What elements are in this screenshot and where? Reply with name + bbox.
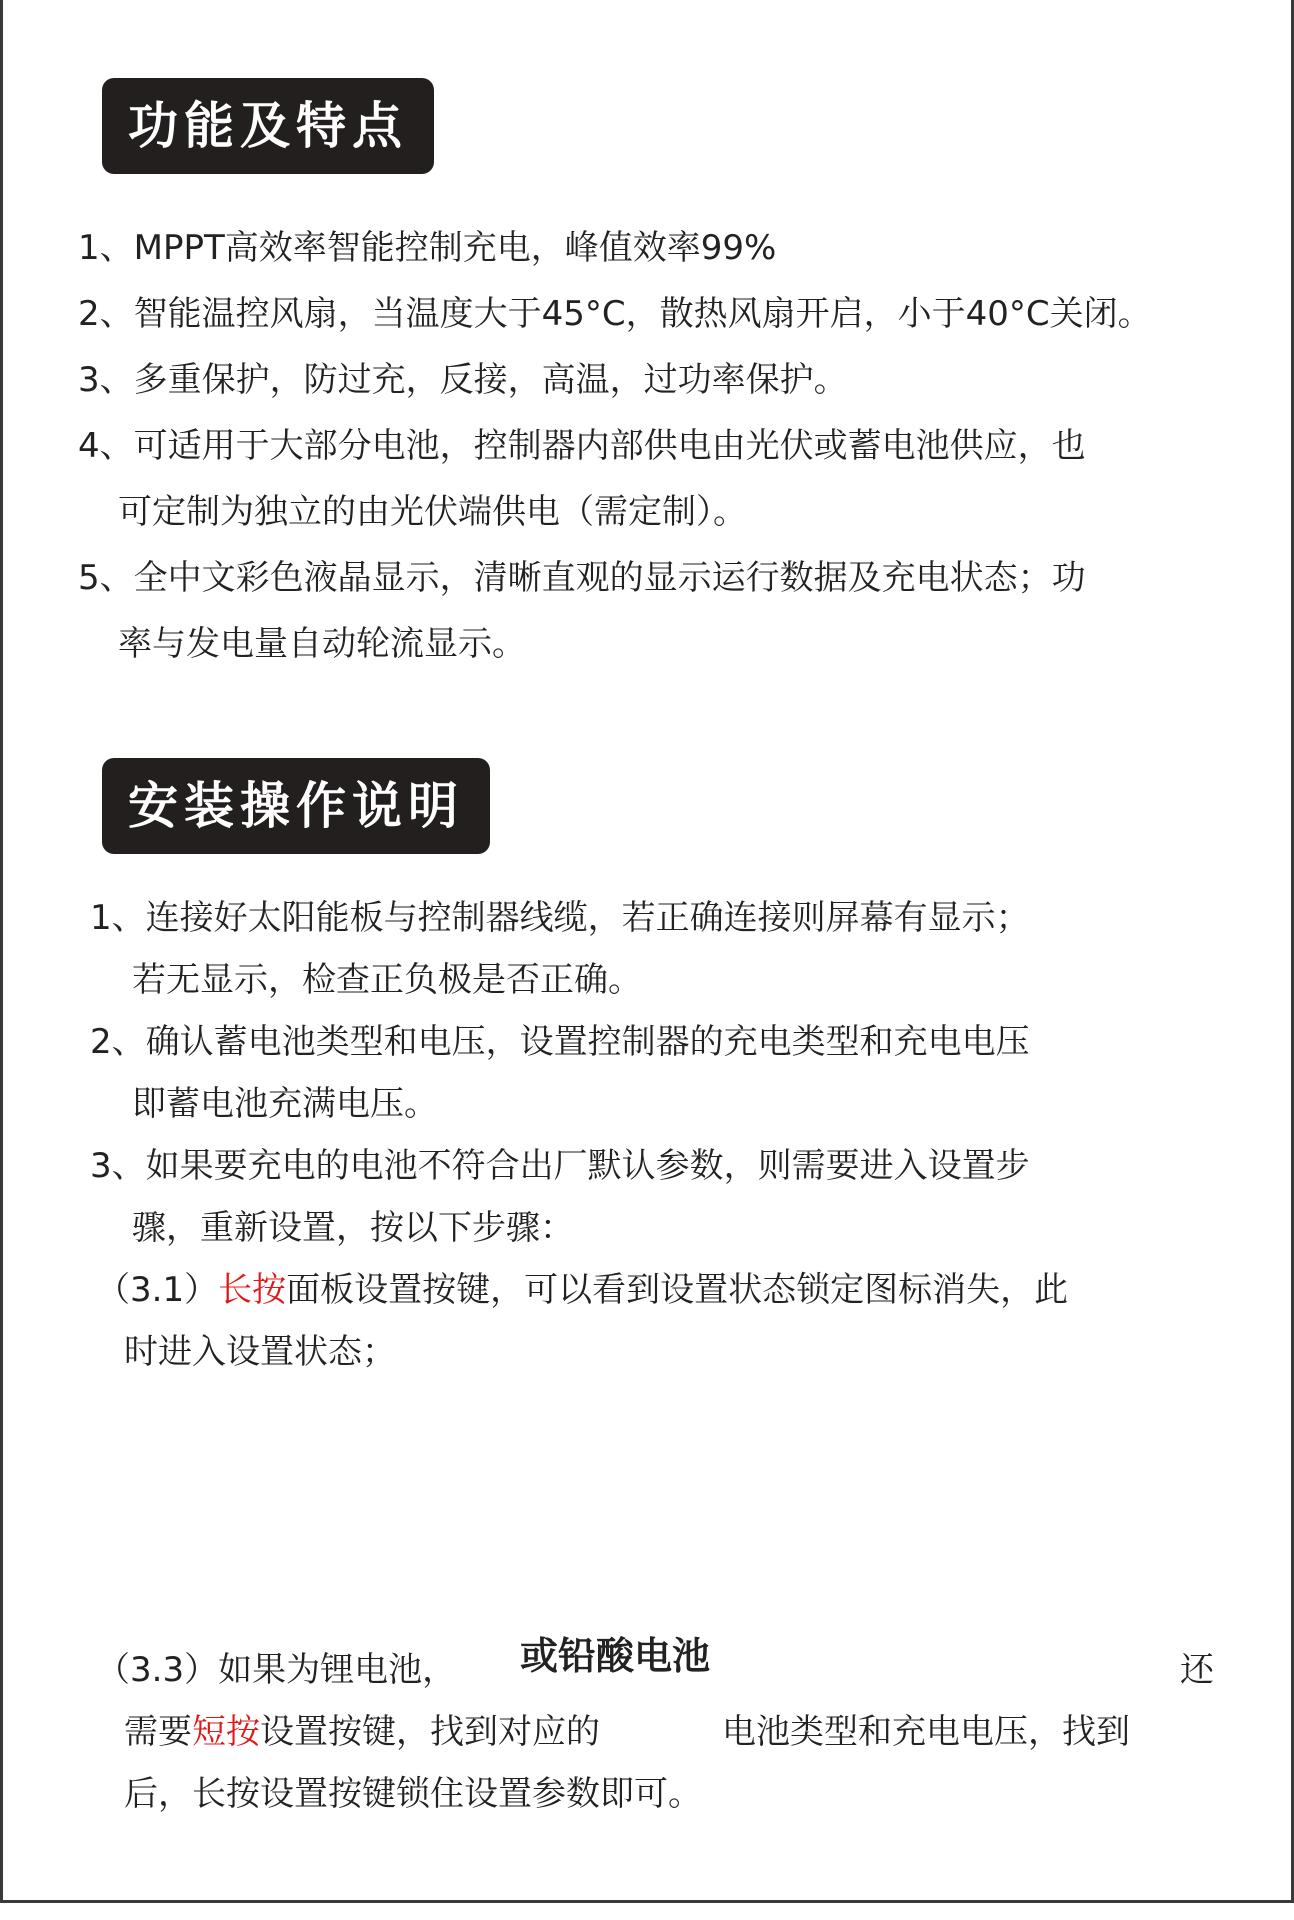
- install-line-2-cont: 即蓄电池充满电压。: [132, 1084, 438, 1124]
- step-3-1-cont: 时进入设置状态；: [124, 1332, 396, 1372]
- install-line-3: 3、如果要充电的电池不符合出厂默认参数，则需要进入设置步: [90, 1146, 1030, 1186]
- step-3-1-text: 面板设置按键，可以看到设置状态锁定图标消失，此: [286, 1270, 1069, 1310]
- install-line-3-cont: 骤，重新设置，按以下步骤：: [132, 1208, 574, 1248]
- feature-line-5: 5、全中文彩色液晶显示，清晰直观的显示运行数据及充电状态；功: [78, 558, 1086, 598]
- step-3-1-prefix: （3.1）: [96, 1270, 219, 1310]
- install-line-1: 1、连接好太阳能板与控制器线缆，若正确连接则屏幕有显示；: [90, 898, 1030, 938]
- step-3-3-line-3: 后，长按设置按键锁住设置参数即可。: [124, 1774, 702, 1814]
- step-3-3-line-2-pre: 需要: [124, 1712, 192, 1752]
- step-3-3-line-2-end: 电池类型和充电电压，找到: [722, 1712, 1130, 1752]
- step-3-3-highlight: 短按: [192, 1712, 260, 1752]
- feature-line-4: 4、可适用于大部分电池，控制器内部供电由光伏或蓄电池供应，也: [78, 426, 1086, 466]
- step-3-3-overlay: 或铅酸电池: [520, 1634, 711, 1678]
- step-3-3-line-2-post: 设置按键，找到对应的: [260, 1712, 600, 1752]
- feature-line-4-cont: 可定制为独立的由光伏端供电（需定制）。: [118, 492, 747, 532]
- step-3-1: [96, 1270, 1068, 1310]
- step-3-3-prefix: （3.3）如果为锂电池，: [96, 1650, 457, 1690]
- feature-line-5-cont: 率与发电量自动轮流显示。: [118, 624, 526, 664]
- install-title: 安装操作说明: [102, 758, 490, 854]
- feature-line-1: 1、MPPT高效率智能控制充电，峰值效率99%: [78, 228, 777, 268]
- install-line-1-cont: 若无显示，检查正负极是否正确。: [132, 960, 642, 1000]
- install-line-2: 2、确认蓄电池类型和电压，设置控制器的充电类型和充电电压: [90, 1022, 1030, 1062]
- step-3-3-tail: 还: [1180, 1650, 1214, 1690]
- feature-line-3: 3、多重保护，防过充，反接，高温，过功率保护。: [78, 360, 848, 400]
- feature-line-2: 2、智能温控风扇，当温度大于45°C，散热风扇开启，小于40°C关闭。: [78, 294, 1152, 334]
- step-3-3-line-2: [124, 1712, 600, 1752]
- step-3-1-highlight: 长按: [218, 1270, 287, 1310]
- features-title: 功能及特点: [102, 78, 434, 174]
